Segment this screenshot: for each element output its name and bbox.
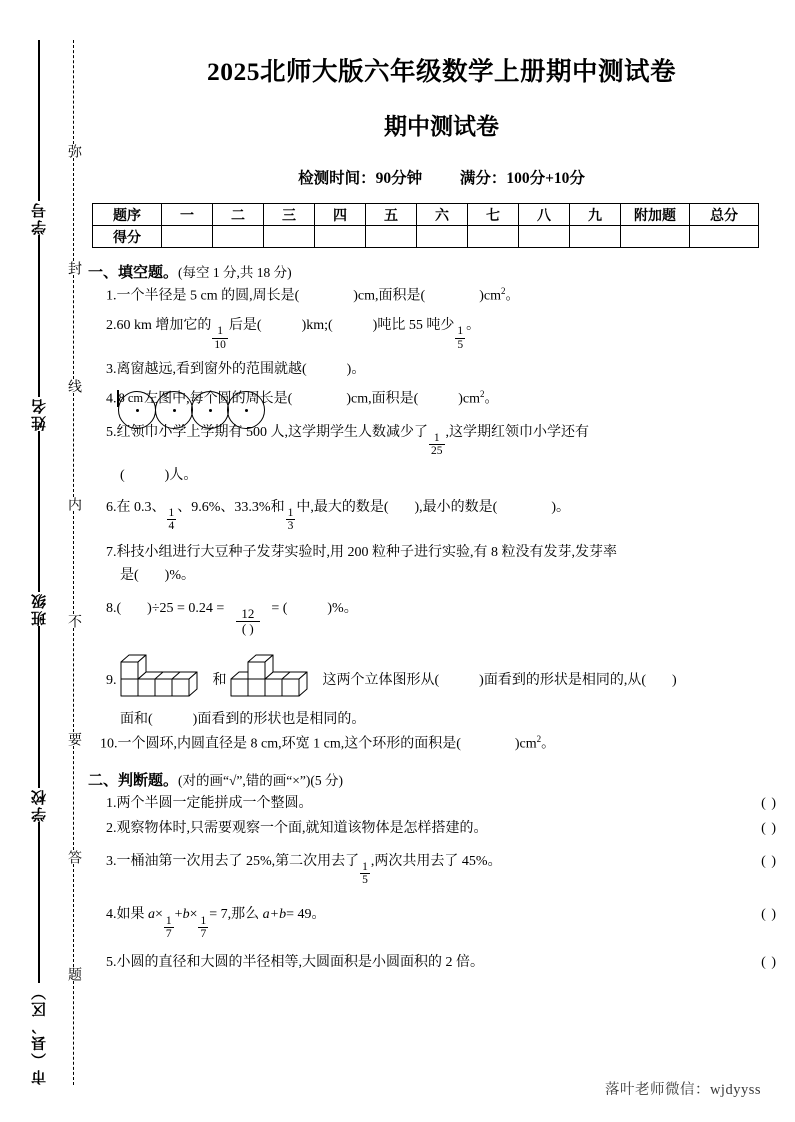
score-table [92, 203, 759, 248]
q6-frac2-numerator: 1 [287, 507, 294, 520]
q4-text-3: )cm [458, 391, 481, 407]
section1-title: 一、填空题。 [88, 265, 179, 281]
tf2-number: 2. [106, 821, 117, 837]
question-10 [88, 733, 795, 755]
cube-stack-svg-2 [227, 653, 323, 701]
q6-text-1: 在 0.3、 [116, 499, 166, 515]
q8-fraction [225, 607, 270, 635]
tf4-answer-paren[interactable]: ( ) [761, 907, 777, 923]
q6-frac1-numerator: 1 [168, 507, 175, 520]
q2-text-3: )km;( [301, 317, 333, 333]
cube-stack-svg-1 [117, 653, 213, 701]
table-row-score [93, 226, 759, 248]
score-header-6: 六 [417, 204, 468, 226]
exam-info-line [88, 166, 795, 188]
q8-text-1: ( [116, 601, 122, 617]
tf3-answer-paren[interactable]: ( ) [761, 853, 777, 869]
section-heading-true-false [88, 769, 795, 790]
tf5-text: 小圆的直径和大圆的半径相等,大圆面积是小圆面积的 2 倍。 [116, 954, 484, 970]
cube-stack-figure-2 [227, 653, 323, 708]
question-3 [88, 360, 795, 380]
page-title: 2025北师大版六年级数学上册期中测试卷 [206, 57, 676, 86]
q1-text-4: 。 [505, 288, 520, 304]
tf-question-2 [88, 819, 795, 839]
score-cell-4[interactable] [315, 226, 366, 248]
q3-text-2: )。 [346, 361, 366, 377]
tf4-fraction-1 [164, 915, 174, 940]
dashed-segment [73, 746, 74, 850]
tf5-number: 5. [106, 954, 117, 970]
circle-1-center-dot [136, 409, 139, 412]
q10-text-2: )cm [514, 736, 537, 752]
q5-text-3: ( [120, 468, 125, 484]
info-item-name: 姓名 [31, 396, 48, 431]
rule-segment [38, 626, 39, 787]
tf2-content [106, 819, 488, 839]
q2-number: 2. [106, 317, 117, 333]
q1-number: 1. [106, 288, 117, 304]
score-cell-8[interactable] [519, 226, 570, 248]
q9-and-text: 和 [212, 672, 227, 688]
q7-text-3: )%。 [164, 567, 195, 583]
q9-number: 9. [106, 672, 117, 688]
question-9-continued [88, 710, 795, 730]
figure-rectangle [117, 390, 119, 407]
tf3-frac-denominator: 5 [362, 874, 368, 887]
table-row-header [93, 204, 759, 226]
tf3-text-1: 一桶油第一次用去了 25%,第二次用去了 [116, 853, 360, 869]
tf2-answer-paren[interactable]: ( ) [761, 821, 777, 837]
q8-frac-numerator: 12 [241, 606, 255, 622]
tf4-number: 4. [106, 907, 117, 923]
tf2-text: 观察物体时,只需要观察一个面,就知道该物体是怎样搭建的。 [116, 821, 488, 837]
q7-number: 7. [106, 545, 117, 561]
q4-superscript: 2 [480, 388, 485, 399]
score-cell-7[interactable] [468, 226, 519, 248]
rule-segment [38, 235, 39, 396]
question-9 [88, 645, 795, 708]
tf3-text-2: ,两次共用去了 45%。 [370, 853, 502, 869]
q7-text-2: 是( [120, 567, 139, 583]
q10-number: 10. [100, 736, 118, 752]
score-header-1: 一 [162, 204, 213, 226]
question-5-continued [88, 466, 795, 486]
question-7-continued [88, 566, 795, 586]
seal-char-5: 不 [66, 614, 81, 629]
tf-question-3 [88, 845, 795, 894]
q2-frac1-numerator: 1 [217, 325, 224, 338]
q2-text-4: )吨比 55 吨少 [372, 317, 455, 333]
score-header-2: 二 [213, 204, 264, 226]
q2-text-2: 后是( [228, 317, 262, 333]
score-header-total: 总分 [690, 204, 759, 226]
seal-char-3: 线 [66, 379, 81, 394]
score-header-8: 八 [519, 204, 570, 226]
dashed-segment [73, 40, 74, 144]
rule-segment [38, 431, 39, 592]
q8-number: 8. [106, 601, 117, 617]
seal-char-8: 题 [66, 967, 81, 982]
seal-char-6: 要 [66, 732, 81, 747]
tf4-fraction-2 [198, 915, 208, 940]
q1-text-1: 一个半径是 5 cm 的圆,周长是( [116, 288, 300, 304]
seal-char-1: 弥 [66, 143, 81, 158]
tf3-fraction [360, 861, 370, 886]
q9-text-3: ) [672, 672, 677, 688]
score-cell-6[interactable] [417, 226, 468, 248]
tf-question-4 [88, 898, 795, 947]
page-subtitle: 期中测试卷 [384, 114, 499, 139]
q3-text-1: 离窗越远,看到窗外的范围就越( [116, 361, 307, 377]
q2-text-5: 。 [466, 317, 481, 333]
q9-text-5: )面看到的形状也是相同的。 [192, 711, 366, 727]
q5-fraction [429, 432, 445, 457]
tf3-number: 3. [106, 853, 117, 869]
question-7 [88, 543, 795, 563]
q4-text-4: 。 [484, 391, 499, 407]
tf3-frac-numerator: 1 [362, 861, 368, 874]
q4-number: 4. [106, 391, 117, 407]
q5-text-4: )人。 [164, 468, 198, 484]
tf4-text-7: = 49。 [286, 907, 326, 923]
q5-frac-denominator: 25 [431, 445, 443, 458]
score-header-5: 五 [366, 204, 417, 226]
q4-text-2: )cm,面积是( [346, 391, 419, 407]
tf3-content [106, 852, 502, 887]
q8-text-3: = ( [271, 601, 288, 617]
tf4-text-1: 如果 [116, 907, 148, 923]
dashed-segment [73, 628, 74, 732]
q3-number: 3. [106, 361, 117, 377]
tf4-text-5: = 7,那么 [209, 907, 263, 923]
rule-segment [38, 822, 39, 983]
q5-number: 5. [106, 424, 117, 440]
q6-text-2: 、9.6%、33.3%和 [177, 499, 285, 515]
q2-text-1: 60 km 增加它的 [116, 317, 212, 333]
tf4-text-3: + [174, 907, 183, 923]
tf4-expression-ab: a+b [262, 907, 287, 923]
score-row-label: 得分 [93, 226, 162, 248]
question-6 [88, 491, 795, 540]
q9-text-4: 面和( [120, 711, 153, 727]
question-5 [88, 416, 795, 465]
tf4-variable-a: a [148, 907, 155, 923]
tf5-answer-paren[interactable]: ( ) [761, 954, 777, 970]
cube-stack-figure-1 [117, 653, 213, 708]
q6-frac2-denominator: 3 [287, 520, 294, 533]
dashed-segment [73, 158, 74, 262]
q8-text-4: )%。 [327, 601, 358, 617]
student-info-column [26, 40, 52, 1085]
score-header-4: 四 [315, 204, 366, 226]
question-4 [88, 382, 795, 410]
q2-frac2-numerator: 1 [457, 325, 464, 338]
seal-line-column [60, 40, 86, 1085]
q6-fraction-2 [286, 507, 296, 532]
info-item-student-id: 学号 [31, 201, 48, 236]
left-margin-seal-area [0, 0, 88, 1122]
tf-question-5 [88, 953, 795, 973]
q5-text-2: ,这学期红领巾小学还有 [445, 424, 589, 440]
q7-text-1: 科技小组进行大豆种子发芽实验时,用 200 粒种子进行实验,有 8 粒没有发芽,发芽率 [116, 545, 617, 561]
score-cell-9[interactable] [570, 226, 621, 248]
question-2 [88, 309, 795, 358]
tf1-text: 两个半圆一定能拼成一个整圆。 [116, 796, 313, 812]
q5-text-1: 红领巾小学上学期有 500 人,这学期学生人数减少了 [116, 424, 428, 440]
section1-note: (每空 1 分,共 18 分) [178, 265, 292, 280]
q10-text-3: 。 [541, 736, 556, 752]
tf4-variable-b: b [182, 907, 190, 923]
score-cell-bonus[interactable] [621, 226, 690, 248]
info-item-school: 学校 [31, 787, 48, 822]
section-heading-fill-in-blanks [88, 261, 795, 282]
tf4-text-4: × [189, 907, 198, 923]
q6-text-5: )。 [551, 499, 570, 515]
score-cell-total[interactable] [690, 226, 759, 248]
q2-frac2-denominator: 5 [457, 338, 464, 351]
question-8 [88, 592, 795, 643]
tf4-frac1-numerator: 1 [165, 914, 172, 927]
tf1-answer-paren[interactable]: ( ) [761, 796, 777, 812]
circle-2-center-dot [173, 409, 176, 412]
dashed-segment [73, 864, 74, 968]
circle-4-center-dot [245, 409, 248, 412]
q10-superscript: 2 [536, 734, 542, 745]
seal-char-2: 封 [66, 261, 81, 276]
tf5-content [106, 953, 484, 973]
info-item-city-district: 市（县、区） [31, 983, 48, 1086]
q5-frac-numerator: 1 [433, 432, 440, 445]
q1-superscript: 2 [500, 286, 506, 296]
watermark-text: 落叶老师微信：wjdyyss [604, 1082, 761, 1098]
tf1-content [106, 794, 313, 814]
section2-note: (对的画“√”,错的画“×”)(5 分) [178, 773, 343, 789]
score-cell-1[interactable] [162, 226, 213, 248]
seal-char-4: 内 [66, 496, 81, 511]
exam-paper-body [88, 0, 795, 1122]
score-cell-3[interactable] [264, 226, 315, 248]
score-header-3: 三 [264, 204, 315, 226]
tf4-content [106, 905, 325, 940]
info-item-class: 班级 [31, 592, 48, 627]
four-circles-in-rectangle-figure [117, 389, 144, 409]
dashed-segment [73, 393, 74, 497]
q1-text-3: )cm [479, 288, 501, 304]
rule-segment [38, 40, 39, 201]
score-cell-2[interactable] [213, 226, 264, 248]
score-header-bonus: 附加题 [621, 204, 690, 226]
q4-text-1: 左图中,每个圆的周长是( [144, 391, 293, 407]
section2-title: 二、判断题。 [88, 773, 179, 790]
circle-3-center-dot [209, 409, 212, 412]
tf4-text-2: × [155, 907, 163, 923]
q10-text-1: 一个圆环,内圆直径是 8 cm,环宽 1 cm,这个环形的面积是( [117, 736, 461, 752]
q6-text-4: ),最小的数是( [414, 499, 498, 515]
score-header-label: 题序 [93, 204, 162, 226]
q9-text-2: )面看到的形状是相同的,从( [479, 672, 646, 688]
q2-fraction-2 [455, 325, 465, 350]
q2-fraction-1 [212, 325, 228, 350]
q6-fraction-1 [167, 507, 177, 532]
seal-char-7: 答 [66, 849, 81, 864]
q6-text-3: 中,最大的数是( [296, 499, 389, 515]
tf1-number: 1. [106, 796, 117, 812]
q1-text-2: )cm,面积是( [353, 288, 426, 304]
tf4-frac2-denominator: 7 [200, 927, 207, 940]
q8-text-2: )÷25 = 0.24 = [147, 601, 225, 617]
score-header-9: 九 [570, 204, 621, 226]
q2-frac1-denominator: 10 [214, 338, 226, 351]
q4-figure-caption: 8 cm [118, 391, 144, 406]
dashed-segment [73, 981, 74, 1085]
q6-number: 6. [106, 499, 117, 515]
dashed-segment [73, 511, 74, 615]
tf4-frac1-denominator: 7 [165, 927, 172, 940]
q9-text-1: 这两个立体图形从( [322, 672, 440, 688]
tf4-frac2-numerator: 1 [200, 914, 207, 927]
full-score-label: 满分：100分+10分 [459, 170, 585, 187]
question-1 [88, 285, 795, 307]
score-header-7: 七 [468, 204, 519, 226]
q8-frac-denominator[interactable]: ( ) [236, 621, 260, 636]
dashed-segment [73, 275, 74, 379]
tf-question-1 [88, 794, 795, 814]
score-cell-5[interactable] [366, 226, 417, 248]
exam-time-label: 检测时间：90分钟 [298, 170, 423, 187]
q6-frac1-denominator: 4 [168, 520, 175, 533]
